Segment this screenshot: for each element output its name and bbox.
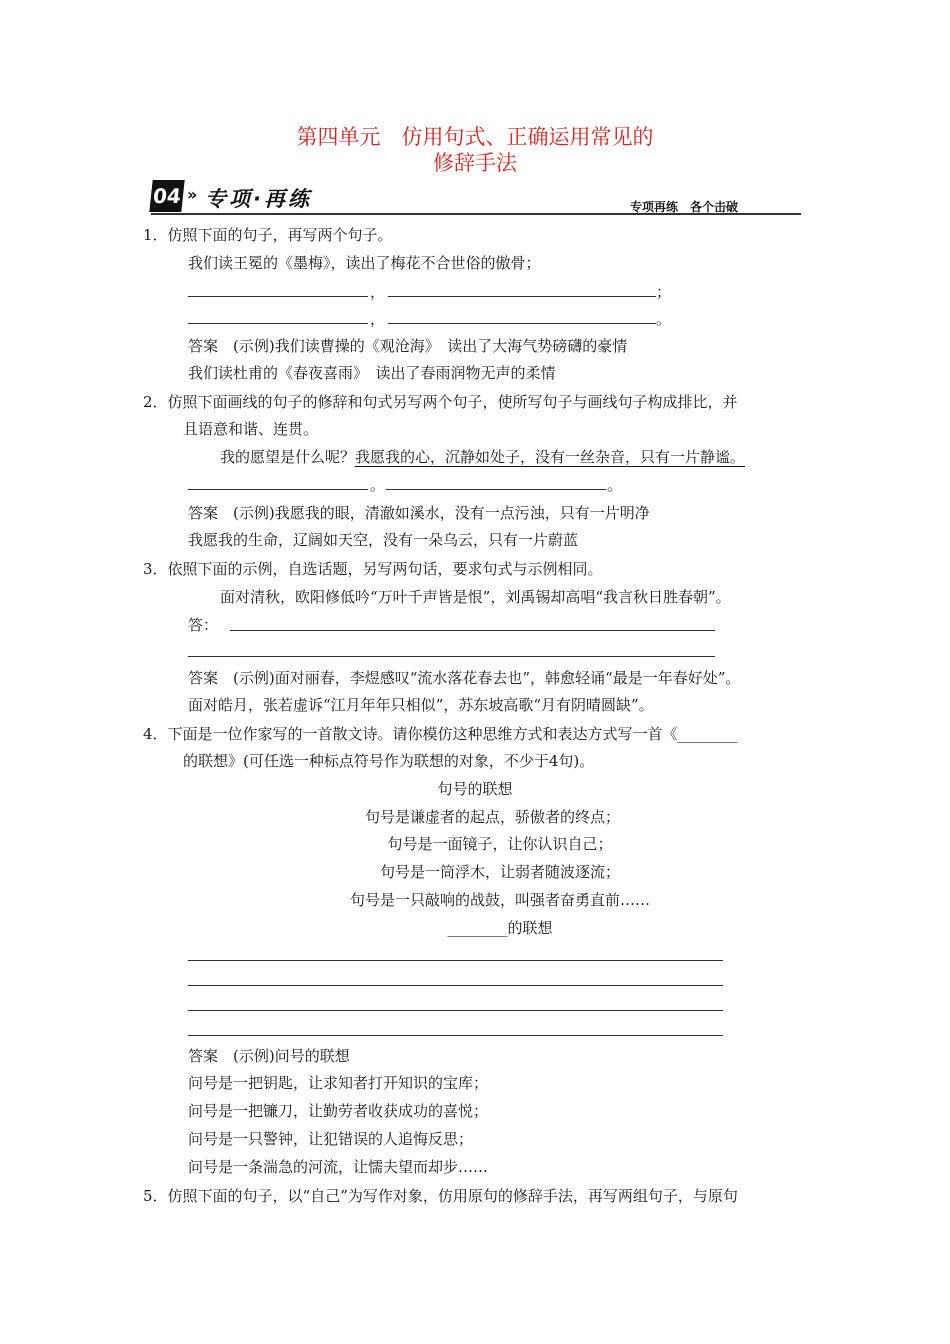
q3-answer-1: 答案 (示例)面对丽春，李煜感叹“流水落花春去也”，韩愈轻诵“最是一年春好处”。 — [188, 669, 741, 687]
q4-answer-blank-1[interactable] — [188, 960, 723, 961]
page-title-line2: 修辞手法 — [433, 151, 517, 175]
q1-comma-2: ， — [370, 310, 386, 328]
q4-poem-line: 句号是一面镜子，让你认识自己； — [387, 835, 613, 853]
q4-prompt-2: 的联想》(可任选一种标点符号作为联想的对象，不少于4句)。 — [183, 752, 595, 770]
q1-answer-2: 我们读杜甫的《春夜喜雨》 读出了春雨润物无声的柔情 — [188, 364, 556, 382]
section-tagline: 专项再练 各个击破 — [630, 200, 739, 214]
q3-answer-label: 答： — [188, 616, 219, 634]
q4-poem-line: 句号是一只敲响的战鼓，叫强者奋勇直前…… — [349, 891, 650, 909]
q2-example — [220, 447, 745, 467]
double-chevron-icon: » — [187, 185, 198, 204]
q4-answer-line: 问号是一只警钟，让犯错误的人追悔反思； — [188, 1130, 474, 1148]
q2-blank-2[interactable] — [386, 489, 606, 490]
q3-prompt: 3．依照下面的示例，自选话题，另写两句话，要求句式与示例相同。 — [143, 560, 603, 578]
q1-blank-1a[interactable] — [188, 296, 368, 297]
q4-poem-line: 句号是谦虚者的起点，骄傲者的终点； — [364, 808, 620, 826]
q2-example-lead: 我的愿望是什么呢？ — [220, 448, 356, 466]
q4-blank-title: ________的联想 — [447, 919, 553, 937]
q1-answer-1: 答案 (示例)我们读曹操的《观沧海》 读出了大海气势磅礴的豪情 — [188, 337, 628, 355]
q2-prompt-1: 2．仿照下面画线的句子的修辞和句式另写两个句子，使所写句子与画线句子构成排比，并 — [143, 393, 738, 411]
q2-period-2: 。 — [607, 476, 623, 494]
q4-answer-blank-3[interactable] — [188, 1010, 723, 1011]
q1-period: 。 — [656, 310, 672, 328]
q2-answer-2: 我愿我的生命，辽阔如天空，没有一朵乌云，只有一片蔚蓝 — [188, 531, 579, 549]
section-number-badge: 04 — [149, 180, 184, 212]
q1-blank-2b[interactable] — [388, 323, 656, 324]
q1-comma-1: ， — [370, 283, 386, 301]
q1-semicolon: ； — [656, 283, 672, 301]
q4-answer-blank-2[interactable] — [188, 985, 723, 986]
q1-blank-2a[interactable] — [188, 323, 368, 324]
q2-blank-1[interactable] — [188, 489, 368, 490]
q4-answer-title: 答案 (示例)问号的联想 — [188, 1047, 350, 1065]
q1-prompt: 1．仿照下面的句子，再写两个句子。 — [143, 226, 393, 244]
q5-prompt: 5．仿照下面的句子，以“自己”为写作对象，仿用原句的修辞手法，再写两组句子，与原句 — [143, 1187, 738, 1205]
q2-period-1: 。 — [370, 476, 386, 494]
q2-example-underlined: 我愿我的心，沉静如处子，没有一丝杂音，只有一片静谧。 — [355, 448, 746, 466]
q4-answer-line: 问号是一把镰刀，让勤劳者收获成功的喜悦； — [188, 1102, 489, 1120]
q3-example: 面对清秋，欧阳修低吟“万叶千声皆是恨”，刘禹锡却高唱“我言秋日胜春朝”。 — [220, 588, 731, 606]
q3-answer-2: 面对皓月，张若虚诉“江月年年只相似”，苏东坡高歌“月有阴晴圆缺”。 — [188, 696, 654, 714]
section-heading: 专项·再练 — [205, 187, 312, 211]
q2-prompt-2: 且语意和谐、连贯。 — [183, 420, 319, 438]
q3-blank-2[interactable] — [188, 656, 715, 657]
page-title: 第四单元 仿用句式、正确运用常见的 — [296, 125, 654, 149]
q4-prompt-1: 4．下面是一位作家写的一首散文诗。请你模仿这种思维方式和表达方式写一首《________ — [143, 725, 738, 743]
header-divider — [151, 213, 801, 215]
q1-blank-1b[interactable] — [388, 296, 656, 297]
q4-poem-line: 句号是一筒浮木，让弱者随波逐流； — [379, 863, 620, 881]
q4-answer-line: 问号是一条湍急的河流，让懦夫望而却步…… — [188, 1158, 489, 1176]
q4-answer-line: 问号是一把钥匙，让求知者打开知识的宝库； — [188, 1074, 489, 1092]
q1-example: 我们读王冕的《墨梅》，读出了梅花不合世俗的傲骨； — [188, 254, 541, 272]
q4-answer-blank-4[interactable] — [188, 1035, 723, 1036]
q4-poem-title: 句号的联想 — [437, 780, 513, 798]
q3-blank-1[interactable] — [230, 630, 715, 631]
q2-answer-1: 答案 (示例)我愿我的眼，清澈如溪水，没有一点污浊，只有一片明净 — [188, 504, 650, 522]
